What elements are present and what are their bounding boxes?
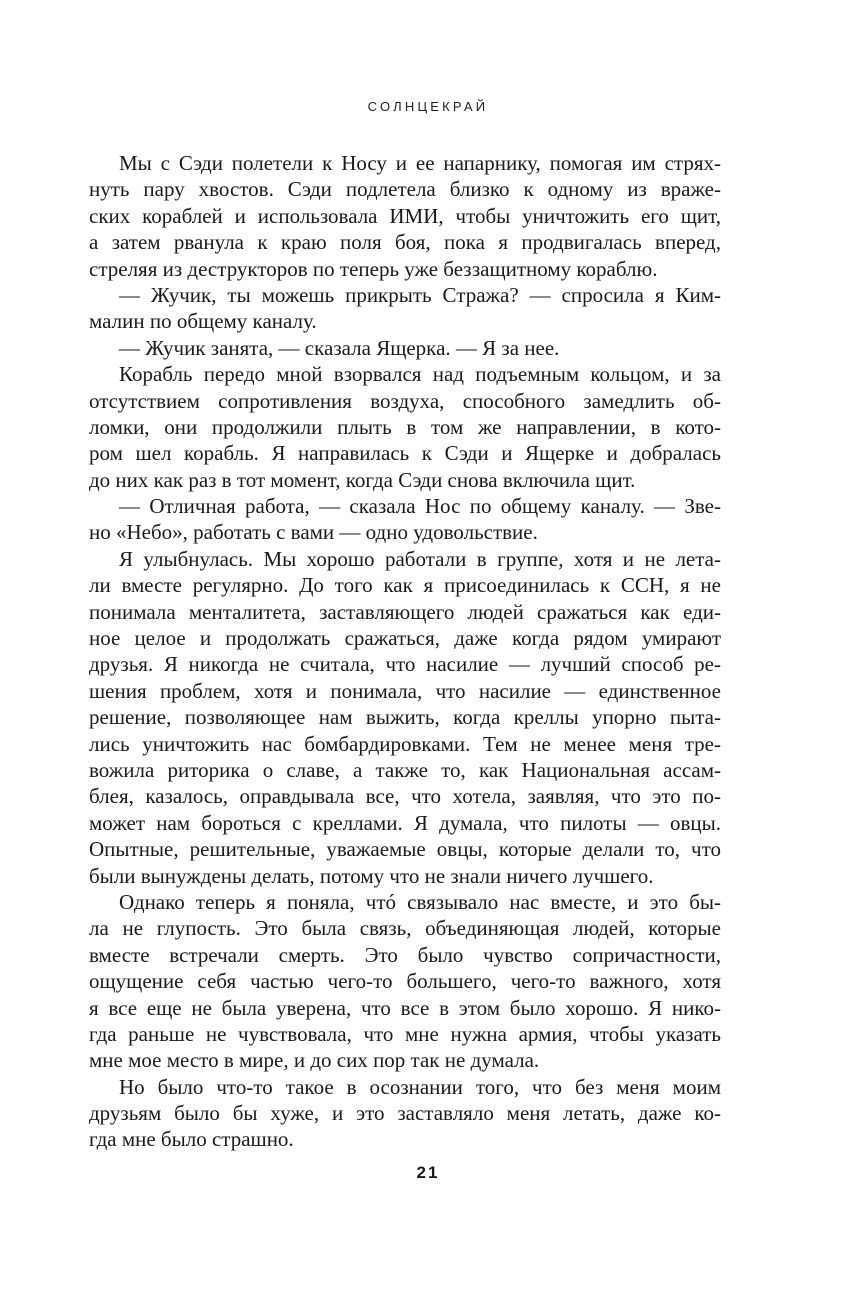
running-head: СОЛНЦЕКРАЙ — [367, 99, 489, 114]
text-line: — Жучик занята, — сказала Ящерка. — Я за нее. — [119, 335, 560, 360]
text-line: отсутствием сопротивления воздуха, способного замедлить об- — [89, 388, 721, 413]
text-line: может нам бороться с креллами. Я думала, что пилоты — овцы. — [89, 810, 721, 835]
text-line: Опытные, решительные, уважаемые овцы, которые делали то, что — [89, 837, 721, 862]
text-line: Корабль передо мной взорвался над подъемным кольцом, и за — [119, 362, 721, 387]
text-line: Я улыбнулась. Мы хорошо работали в группе, хотя и не лета- — [119, 546, 721, 571]
text-line: Однако теперь я поняла, чтó связывало нас вместе, и это бы- — [119, 889, 721, 914]
text-line: — Жучик, ты можешь прикрыть Стража? — спросила я Ким- — [119, 282, 721, 307]
text-line: ла не глупость. Это была связь, объединяющая людей, которые — [89, 916, 721, 941]
text-line: ощущение себя частью чего-то большего, чего-то важного, хотя — [89, 969, 721, 994]
text-line: блея, казалось, оправдывала все, что хотела, заявляя, что это по- — [89, 784, 721, 809]
text-line: малин по общему каналу. — [89, 309, 317, 334]
paragraph — [89, 493, 721, 546]
text-line: гда мне было страшно. — [89, 1127, 294, 1152]
text-line: мне мое место в мире, и до сих пор так не думала. — [89, 1048, 540, 1073]
paragraph — [89, 150, 721, 282]
text-line: ром шел корабль. Я направилась к Сэди и Ящерке и добралась — [89, 441, 721, 466]
text-line: друзьям было бы хуже, и это заставляло меня летать, даже ко- — [89, 1101, 721, 1126]
text-line: вместе встречали смерть. Это было чувство сопричастности, — [89, 942, 721, 967]
paragraph — [89, 335, 721, 361]
text-line: до них как раз в тот момент, когда Сэди снова включила щит. — [89, 467, 636, 492]
paragraph — [89, 1074, 721, 1153]
body-text — [89, 150, 721, 1153]
text-line: лись уничтожить нас бомбардировками. Тем не менее меня тре- — [89, 731, 721, 756]
text-line: были вынуждены делать, потому что не знали ничего лучшего. — [89, 863, 654, 888]
text-line: ских кораблей и использовала ИМИ, чтобы уничтожить его щит, — [89, 203, 721, 228]
paragraph — [89, 889, 721, 1074]
text-line: ное целое и продолжать сражаться, даже когда рядом умирают — [89, 626, 721, 651]
text-line: шения проблем, хотя и понимала, что насилие — единственное — [89, 678, 721, 703]
paragraph — [89, 282, 721, 335]
text-line: а затем рванула к краю поля боя, пока я продвигалась вперед, — [89, 230, 721, 255]
text-line: ли вместе регулярно. До того как я присоединилась к ССН, я не — [89, 573, 721, 598]
text-line: я все еще не была уверена, что все в этом было хорошо. Я нико- — [89, 995, 721, 1020]
text-line: вожила риторика о славе, а также то, как Национальная ассам- — [89, 757, 721, 782]
text-line: нуть пару хвостов. Сэди подлетела близко к одному из враже- — [89, 177, 721, 202]
paragraph — [89, 546, 721, 889]
page-number: 21 — [416, 1163, 440, 1182]
text-line: Но было что-то такое в осознании того, что без меня моим — [119, 1074, 721, 1099]
text-line: решение, позволяющее нам выжить, когда креллы упорно пыта- — [89, 705, 721, 730]
text-line: понимала менталитета, заставляющего людей сражаться как еди- — [89, 599, 721, 624]
paragraph — [89, 361, 721, 493]
text-line: гда раньше не чувствовала, что мне нужна армия, чтобы указать — [89, 1021, 721, 1046]
text-line: друзья. Я никогда не считала, что насилие — лучший способ ре- — [89, 652, 721, 677]
text-line: стреляя из деструкторов по теперь уже беззащитному кораблю. — [89, 256, 658, 281]
text-line: ломки, они продолжили плыть в том же направлении, в кото- — [89, 414, 721, 439]
text-line: Мы с Сэди полетели к Носу и ее напарнику, помогая им стрях- — [119, 151, 721, 175]
text-line: но «Небо», работать с вами — одно удовольствие. — [89, 520, 538, 545]
text-line: — Отличная работа, — сказала Нос по общему каналу. — Зве- — [119, 494, 721, 519]
